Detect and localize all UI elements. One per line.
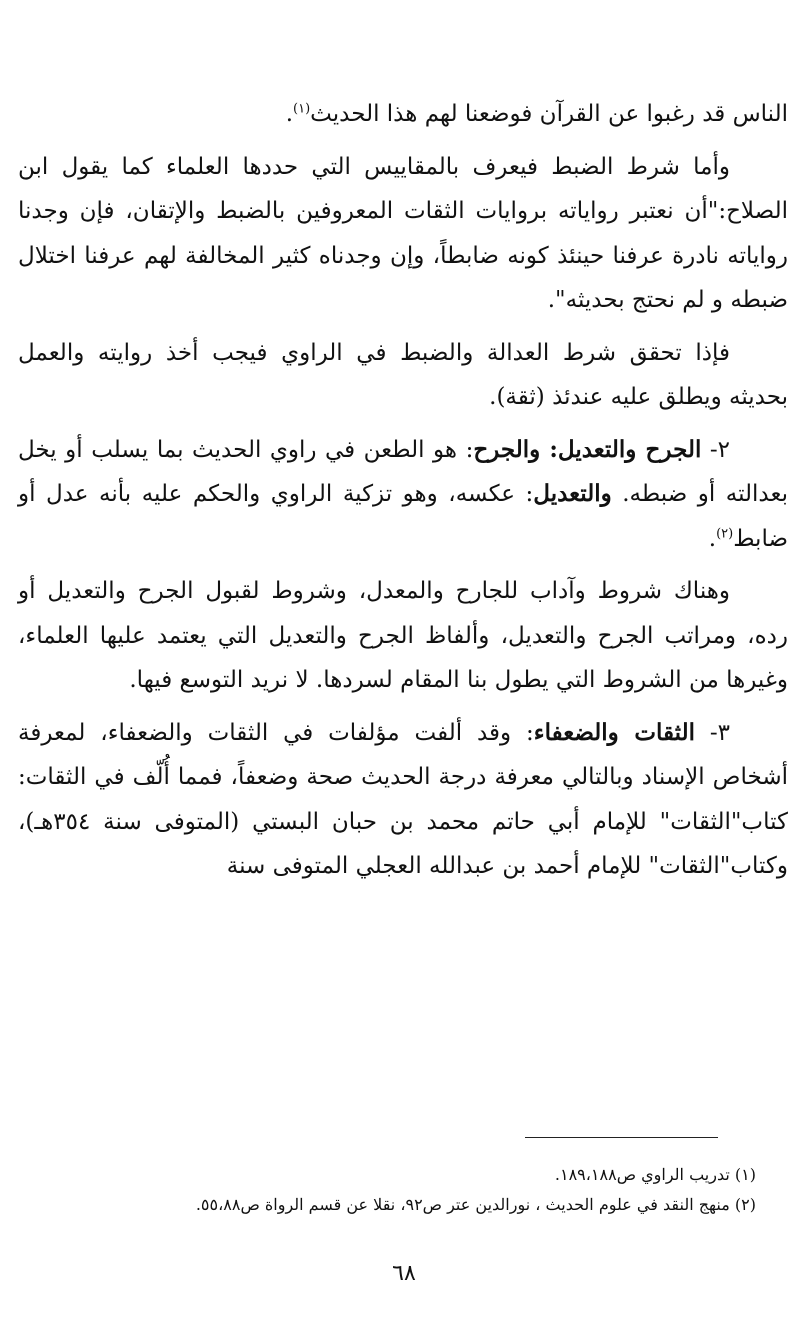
footnotes: [18, 1160, 756, 1220]
footnote-ref-2[interactable]: (٢): [716, 525, 734, 541]
page-number: ٦٨: [392, 1261, 416, 1286]
item-number: ٣-: [694, 719, 730, 746]
footnote-ref-1[interactable]: (١): [293, 101, 311, 117]
term-thiqat: الثقات والضعفاء: [533, 718, 695, 746]
footnote-divider: [525, 1137, 718, 1138]
paragraph-3: فإذا تحقق شرط العدالة والضبط في الراوي فيجب أخذ روايته والعمل بحديثه ويطلق عليه عندئذ (ثقة).: [18, 339, 788, 410]
footnote-2: (٢) منهج النقد في علوم الحديث ، نورالدين عتر ص٩٢، نقلا عن قسم الرواة ص٥٥،٨٨.: [195, 1195, 756, 1214]
paragraph-1: الناس قد رغبوا عن القرآن فوضعنا لهم هذا الحديث$^{(١)}$.: [285, 101, 788, 127]
paragraph-jarh-tadil: ٢- الجرح والتعديل: والجرح: هو الطعن في راوي الحديث بما يسلب أو يخل بعدالته أو ضبطه. والتعديل: عكسه، وهو تزكية الراوي والحكم عليه بأنه عدل أو ضابط$^{(٢)}$.: [18, 435, 788, 552]
term-jarh: الجرح والتعديل: والجرح: [473, 435, 702, 463]
footnote-1: (١) تدريب الراوي ص١٨٩،١٨٨.: [554, 1165, 756, 1184]
term-tadil: والتعديل: [533, 480, 612, 507]
page-body: [18, 92, 788, 889]
paragraph-2: وأما شرط الضبط فيعرف بالمقاييس التي حددها العلماء كما يقول ابن الصلاح:"أن نعتبر رواياته بروايات الثقات المعروفين بالضبط والإتقان، فإن وجدنا رواياته نادرة عرفنا حينئذ كونه ضابطاً، وإن وجدناه كثير المخالفة لهم عرفنا اختلال ضبطه و لم نحتج بحديثه".: [18, 153, 788, 313]
paragraph-thiqat: ٣- الثقات والضعفاء: وقد ألفت مؤلفات في الثقات والضعفاء، لمعرفة أشخاص الإسناد وبالتالي معرفة درجة الحديث صحة وضعفاً، فمما أُلّف في الثقات: كتاب"الثقات" للإمام أبي حاتم محمد بن حبان البستي (المتوفى سنة ٣٥٤هـ)، وكتاب"الثقات" للإمام أحمد بن عبدالله العجلي المتوفى سنة: [18, 718, 788, 879]
paragraph-5: وهناك شروط وآداب للجارح والمعدل، وشروط لقبول الجرح والتعديل أو رده، ومراتب الجرح والتعديل، وألفاظ الجرح والتعديل التي يعتمد عليها العلماء، وغيرها من الشروط التي يطول بنا المقام لسردها. لا نريد التوسع فيها.: [18, 578, 788, 693]
item-number: ٢-: [701, 436, 730, 463]
